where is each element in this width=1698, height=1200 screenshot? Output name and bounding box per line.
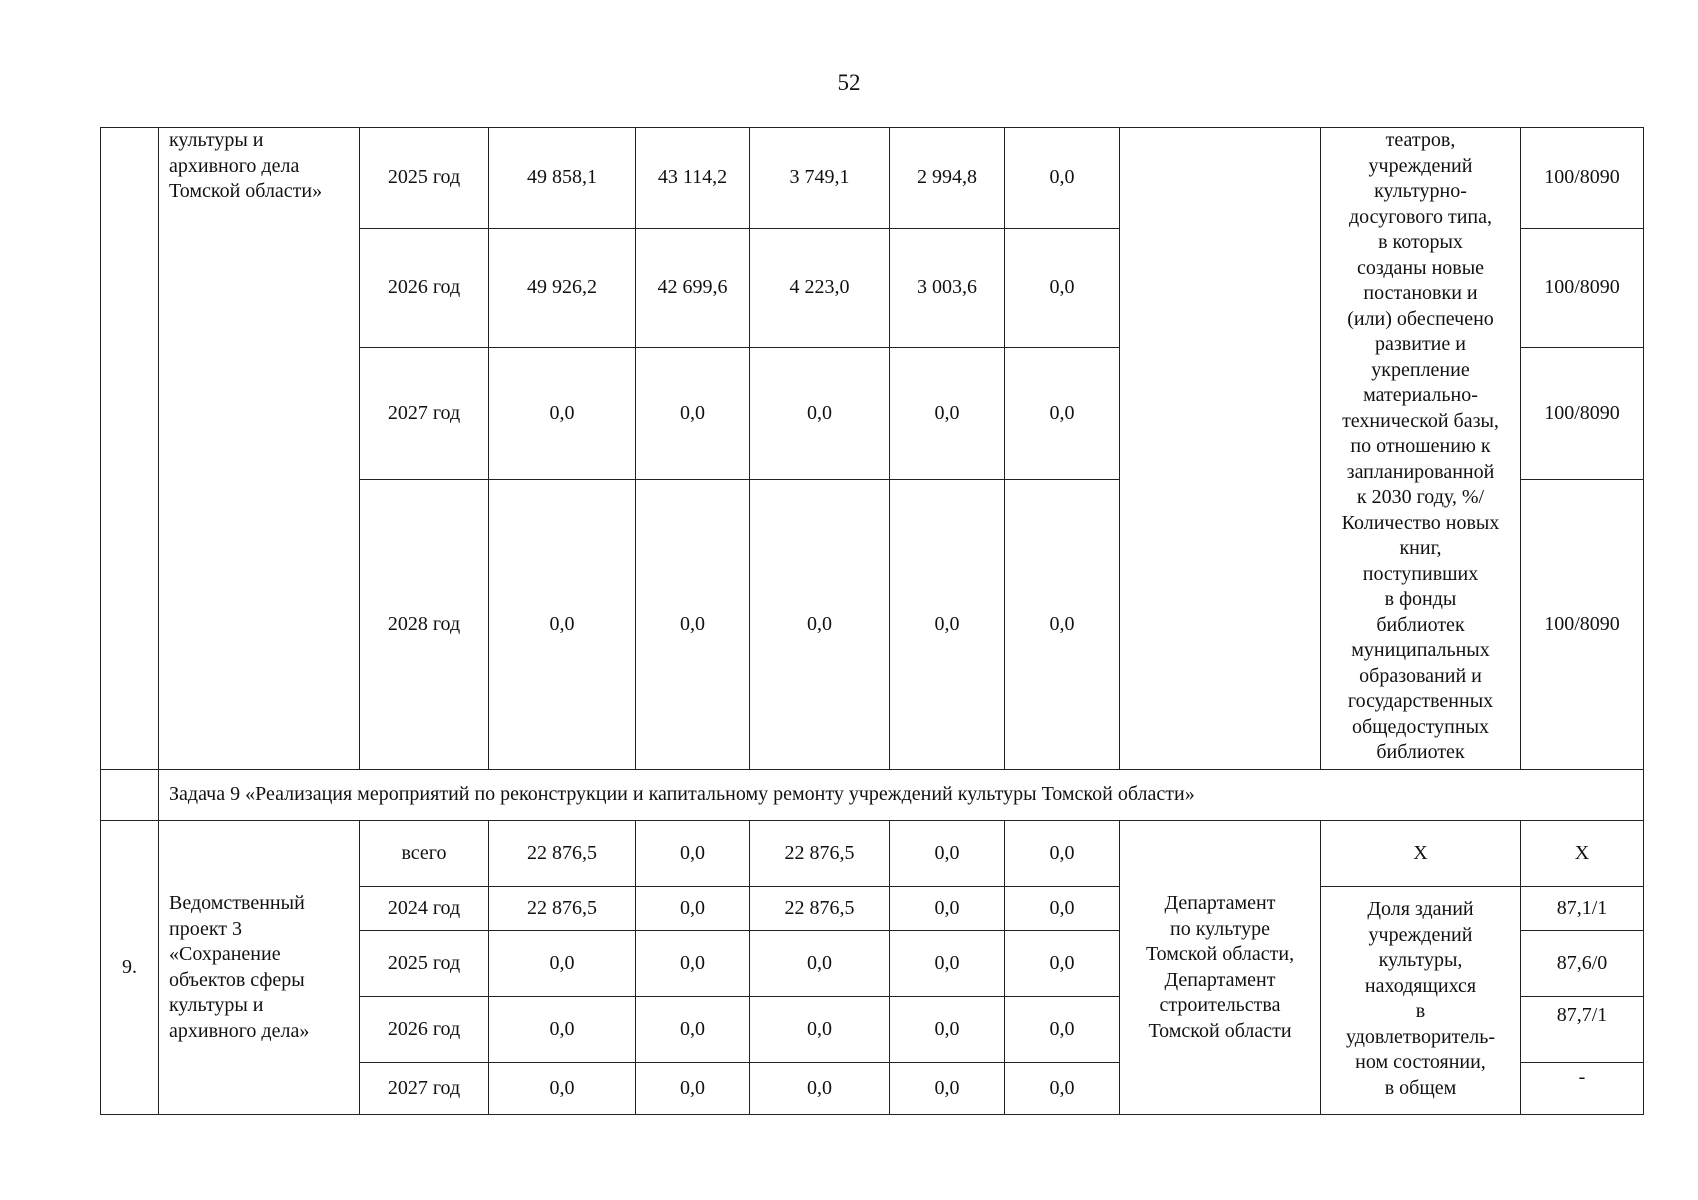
regional-budget-cell: 22 876,5	[750, 821, 890, 887]
extra-budget-cell: 0,0	[1005, 348, 1120, 480]
indicator-line: культуры,	[1378, 949, 1463, 971]
extra-budget-cell: 0,0	[1005, 229, 1120, 348]
total-cell: 0,0	[489, 997, 636, 1063]
task-row	[101, 770, 1644, 821]
indicator-line: (или) обеспечено	[1347, 307, 1494, 330]
total-cell: 0,0	[489, 348, 636, 480]
indicator-line: ном состоянии,	[1355, 1051, 1486, 1073]
total-cell: 49 926,2	[489, 229, 636, 348]
indicator-line: запланированной	[1346, 460, 1495, 483]
indicator-value-cell: 87,6/0	[1521, 931, 1644, 997]
indicator-line: библиотек	[1376, 741, 1465, 763]
item-number: 9.	[101, 821, 159, 1115]
year-cell: 2027 год	[360, 348, 489, 480]
indicator-line: удовлетворитель-	[1345, 1025, 1496, 1048]
total-cell: 0,0	[489, 480, 636, 770]
name-line: «Сохранение	[169, 943, 281, 965]
federal-budget-cell: 42 699,6	[636, 229, 750, 348]
indicator-line: в общем	[1384, 1076, 1457, 1099]
total-cell: 22 876,5	[489, 887, 636, 931]
year-cell: 2026 год	[360, 997, 489, 1063]
extra-budget-cell: 0,0	[1005, 128, 1120, 229]
indicator-line: общедоступных	[1351, 715, 1490, 738]
regional-budget-cell: 0,0	[750, 348, 890, 480]
regional-budget-cell: 4 223,0	[750, 229, 890, 348]
executor-line: по культуре	[1170, 917, 1270, 940]
name-line: культуры и	[169, 129, 264, 151]
extra-budget-cell: 0,0	[1005, 480, 1120, 770]
page-number: 52	[837, 70, 861, 95]
local-budget-cell: 0,0	[890, 480, 1005, 770]
indicator-line: учреждений	[1368, 154, 1473, 177]
regional-budget-cell: 0,0	[750, 931, 890, 997]
local-budget-cell: 0,0	[890, 887, 1005, 931]
indicator-line: по отношению к	[1350, 435, 1491, 457]
executor-line: строительства	[1159, 994, 1281, 1016]
federal-budget-cell: 43 114,2	[636, 128, 750, 229]
task-title: Задача 9 «Реализация мероприятий по реконструкции и капитальному ремонту учреждений культуры Томской области»	[159, 770, 1644, 821]
indicator-line: государственных	[1347, 690, 1494, 712]
indicator-line: досугового типа,	[1348, 205, 1493, 228]
name-line: Томской области»	[169, 180, 323, 202]
regional-budget-cell: 3 749,1	[750, 128, 890, 229]
regional-budget-cell: 0,0	[750, 1063, 890, 1115]
regional-budget-cell: 0,0	[750, 997, 890, 1063]
federal-budget-cell: 0,0	[636, 931, 750, 997]
indicator-line: созданы новые	[1356, 256, 1485, 279]
total-cell: 0,0	[489, 1063, 636, 1115]
federal-budget-cell: 0,0	[636, 1063, 750, 1115]
total-cell: 22 876,5	[489, 821, 636, 887]
extra-budget-cell: 0,0	[1005, 821, 1120, 887]
local-budget-cell: 0,0	[890, 348, 1005, 480]
total-cell: 49 858,1	[489, 128, 636, 229]
indicator-line: находящихся	[1364, 974, 1477, 997]
executor-line: Томской области,	[1145, 943, 1295, 965]
indicator-line: культурно-	[1374, 180, 1467, 202]
project-name-cell	[159, 821, 360, 1115]
name-line: объектов сферы	[169, 968, 305, 991]
extra-budget-cell: 0,0	[1005, 931, 1120, 997]
name-cell	[159, 128, 360, 770]
name-line: Ведомственный	[169, 892, 305, 914]
name-line: культуры и	[169, 994, 264, 1016]
indicator-value-cell: 100/8090	[1521, 229, 1644, 348]
indicator-line: в фонды	[1384, 588, 1457, 610]
local-budget-cell: 0,0	[890, 1063, 1005, 1115]
year-cell: 2024 год	[360, 887, 489, 931]
table-row	[101, 821, 1644, 887]
indicator-line: учреждений	[1368, 923, 1473, 946]
indicator-line: библиотек	[1376, 613, 1465, 636]
local-budget-cell: 0,0	[890, 931, 1005, 997]
regional-budget-cell: 0,0	[750, 480, 890, 770]
extra-budget-cell: 0,0	[1005, 997, 1120, 1063]
indicator-value-cell: 87,7/1	[1521, 997, 1644, 1063]
indicator-value-cell: -	[1521, 1063, 1644, 1115]
year-cell: 2026 год	[360, 229, 489, 348]
executor-line: Департамент	[1164, 968, 1276, 991]
indicator-value-cell: 100/8090	[1521, 480, 1644, 770]
indicator-line: к 2030 году, %/	[1356, 486, 1485, 508]
local-budget-cell: 0,0	[890, 997, 1005, 1063]
year-cell: 2025 год	[360, 128, 489, 229]
value-x-cell: Х	[1521, 821, 1644, 887]
indicator-cell	[1321, 128, 1521, 770]
indicator-line: театров,	[1385, 129, 1456, 151]
indicator-line: Доля зданий	[1367, 898, 1474, 920]
federal-budget-cell: 0,0	[636, 887, 750, 931]
indicator-line: образований и	[1359, 664, 1482, 687]
table-row	[101, 128, 1644, 229]
indicator-line: постановки и	[1363, 282, 1478, 304]
indicator-value-cell: 100/8090	[1521, 128, 1644, 229]
federal-budget-cell: 0,0	[636, 480, 750, 770]
name-line: проект 3	[169, 917, 243, 940]
indicator-line: укрепление	[1371, 358, 1470, 381]
total-cell: 0,0	[489, 931, 636, 997]
extra-budget-cell: 0,0	[1005, 1063, 1120, 1115]
executor-line: Департамент	[1164, 892, 1276, 914]
year-cell: 2027 год	[360, 1063, 489, 1115]
indicator-line: в	[1415, 1000, 1426, 1022]
indicator-x-cell: Х	[1321, 821, 1521, 887]
indicator-line: материально-	[1363, 384, 1478, 406]
indicator-value-cell: 100/8090	[1521, 348, 1644, 480]
federal-budget-cell: 0,0	[636, 348, 750, 480]
local-budget-cell: 2 994,8	[890, 128, 1005, 229]
local-budget-cell: 3 003,6	[890, 229, 1005, 348]
name-line: архивного дела	[169, 154, 300, 177]
year-cell: всего	[360, 821, 489, 887]
executor-cell	[1120, 128, 1321, 770]
executor-cell	[1120, 821, 1321, 1115]
executor-line: Томской области	[1148, 1019, 1292, 1042]
indicator-line: Количество новых	[1341, 511, 1500, 534]
federal-budget-cell: 0,0	[636, 997, 750, 1063]
indicator-line: в которых	[1378, 231, 1463, 253]
indicator-line: технической базы,	[1342, 409, 1499, 432]
number-cell	[101, 770, 159, 821]
indicator-value-cell: 87,1/1	[1521, 887, 1644, 931]
indicator-line: развитие и	[1375, 333, 1466, 355]
indicator-line: поступивших	[1362, 562, 1479, 585]
indicator-line: муниципальных	[1351, 639, 1490, 661]
program-table	[100, 127, 1644, 1115]
year-cell: 2028 год	[360, 480, 489, 770]
local-budget-cell: 0,0	[890, 821, 1005, 887]
regional-budget-cell: 22 876,5	[750, 887, 890, 931]
extra-budget-cell: 0,0	[1005, 887, 1120, 931]
indicator-cell	[1321, 887, 1521, 1115]
year-cell: 2025 год	[360, 931, 489, 997]
indicator-line: книг,	[1399, 537, 1442, 559]
number-cell	[101, 128, 159, 770]
name-line: архивного дела»	[169, 1019, 310, 1042]
federal-budget-cell: 0,0	[636, 821, 750, 887]
